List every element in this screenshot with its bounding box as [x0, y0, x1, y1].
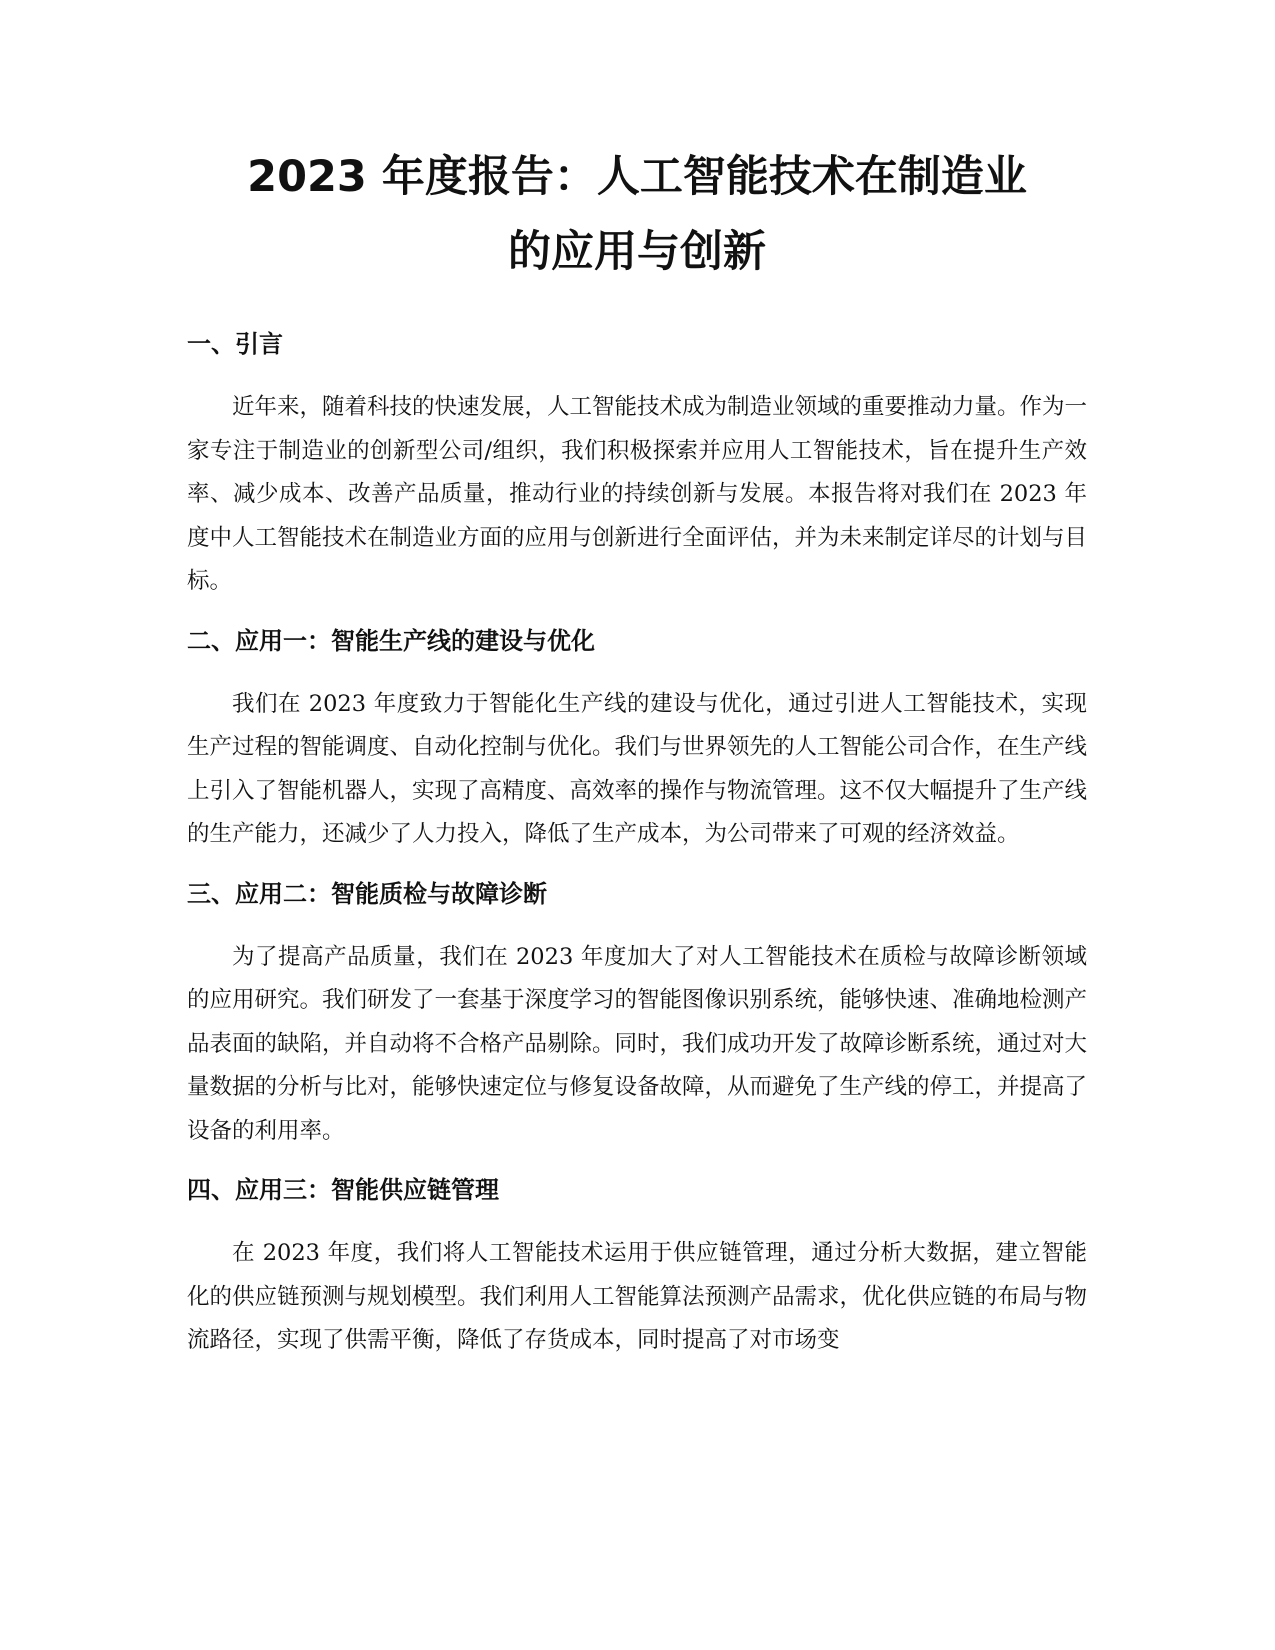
section-heading-supply-chain: 四、应用三：智能供应链管理: [187, 1176, 499, 1204]
section-heading-introduction: 一、引言: [187, 330, 283, 358]
section-heading-quality-inspection: 三、应用二：智能质检与故障诊断: [187, 879, 547, 908]
section-paragraph-smart-production-line: 我们在 2023 年度致力于智能化生产线的建设与优化，通过引进人工智能技术，实现生产过程的智能调度、自动化控制与优化。我们与世界领先的人工智能公司合作，在生产线上引入了智能机器人，实现了高精度、高效率的操作与物流管理。这不仅大幅提升了生产线的生产能力，还减少了人力投入，降低了生产成本，为公司带来了可观的经济效益。: [187, 690, 1088, 847]
document-page: [187, 140, 1087, 1363]
document-title: 2023 年度报告：人工智能技术在制造业的应用与创新: [247, 152, 1027, 277]
section-heading-smart-production-line: 二、应用一：智能生产线的建设与优化: [187, 626, 595, 655]
section-paragraph-quality-inspection: 为了提高产品质量，我们在 2023 年度加大了对人工智能技术在质检与故障诊断领域的应用研究。我们研发了一套基于深度学习的智能图像识别系统，能够快速、准确地检测产品表面的缺陷，并自动将不合格产品剔除。同时，我们成功开发了故障诊断系统，通过对大量数据的分析与比对，能够快速定位与修复设备故障，从而避免了生产线的停工，并提高了设备的利用率。: [187, 943, 1088, 1144]
section-paragraph-supply-chain: 在 2023 年度，我们将人工智能技术运用于供应链管理，通过分析大数据，建立智能化的供应链预测与规划模型。我们利用人工智能算法预测产品需求，优化供应链的布局与物流路径，实现了供需平衡，降低了存货成本，同时提高了对市场变: [187, 1240, 1088, 1353]
section-paragraph-introduction: 近年来，随着科技的快速发展，人工智能技术成为制造业领域的重要推动力量。作为一家专注于制造业的创新型公司/组织，我们积极探索并应用人工智能技术，旨在提升生产效率、减少成本、改善产品质量，推动行业的持续创新与发展。本报告将对我们在 2023 年度中人工智能技术在制造业方面的应用与创新进行全面评估，并为未来制定详尽的计划与目标。: [187, 394, 1088, 594]
